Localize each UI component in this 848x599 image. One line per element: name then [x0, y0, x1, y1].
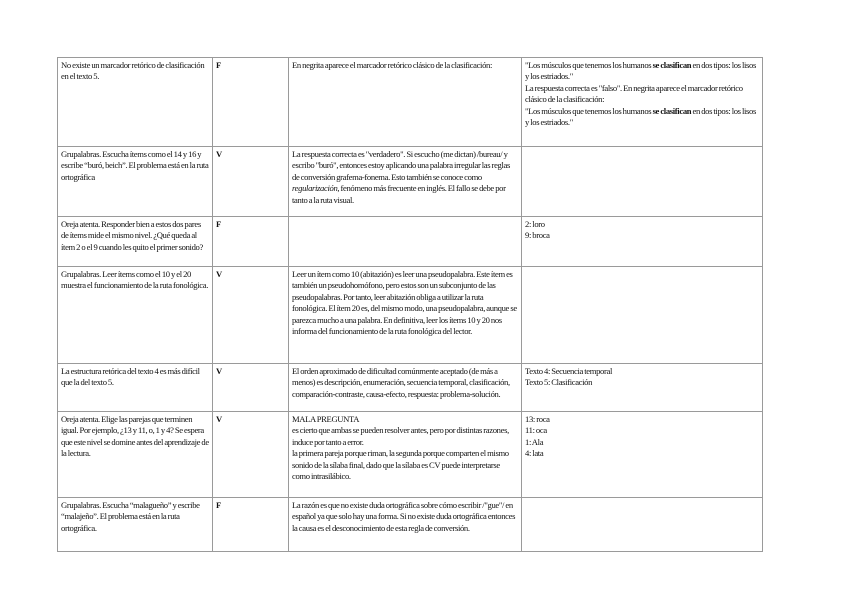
- notes-line: La respuesta correcta es "falso". En negrita aparece el marcador retórico clásico de la clasificación:: [525, 82, 743, 105]
- statement-cell: Oreja atenta. Elige las parejas que terminen igual. Por ejemplo, ¿13 y 11, o, 1 y 4? Se espera que este nivel se domine antes del aprendizaje de la lectura.: [58, 412, 213, 498]
- answer-cell: F: [213, 58, 289, 147]
- explanation-cell: [289, 217, 522, 267]
- statement-cell: La estructura retórica del texto 4 es más difícil que la del texto 5.: [58, 364, 213, 412]
- table-row: [58, 267, 763, 364]
- notes-quote: "Los músculos que tenemos los humanos se clasifican en dos tipos: los lisos y los estriados.": [525, 105, 756, 128]
- answer-cell: V: [213, 147, 289, 217]
- table-row: [58, 147, 763, 217]
- notes-cell: [522, 412, 763, 498]
- explanation-cell: La razón es que no existe duda ortográfica sobre cómo escribir /"gue"/ en español ya que solo hay una forma. Si no existe duda ortográfica entonces la causa es el desconocimiento de esta regla de conversión.: [289, 498, 522, 552]
- notes-line: 13: roca: [525, 414, 550, 424]
- table-row: [58, 498, 763, 552]
- statement-cell: Grupalabras. Escucha “malagueño” y escribe “malajeño”. El problema está en la ruta ortográfica.: [58, 498, 213, 552]
- notes-line: 9: broca: [525, 230, 550, 241]
- explanation-cell: La respuesta correcta es "verdadero". Si escucho (me dictan) /bureau/ y escribo "buró", entonces estoy aplicando una palabra irregular las reglas de conversión grafema-fonema. Esto también se conoce como regularización, fenómeno más frecuente en inglés. El fallo se debe por tanto a la ruta visual.: [289, 147, 522, 217]
- table-row: [58, 217, 763, 267]
- notes-cell: [522, 498, 763, 552]
- answer-cell: F: [213, 217, 289, 267]
- answer-cell: V: [213, 267, 289, 364]
- statement-cell: Grupalabras. Leer ítems como el 10 y el 20 muestra el funcionamiento de la ruta fonológica.: [58, 267, 213, 364]
- table-row: [58, 364, 763, 412]
- notes-line: Texto 4: Secuencia temporal: [525, 366, 613, 376]
- notes-cell: [522, 267, 763, 364]
- answer-cell: F: [213, 498, 289, 552]
- explanation-line: En negrita aparece el marcador retórico clásico de la clasificación:: [292, 60, 493, 70]
- notes-line: 4: lata: [525, 448, 544, 459]
- explanation-line: es cierto que ambas se pueden resolver antes, pero por distintas razones, induce por tanto a error.: [292, 425, 509, 447]
- notes-line: 1: Ala: [525, 436, 544, 447]
- answer-cell: V: [213, 412, 289, 498]
- notes-cell: [522, 217, 763, 267]
- table-row: [58, 412, 763, 498]
- notes-cell: [522, 364, 763, 412]
- answers-table: [57, 57, 763, 552]
- table-row: [58, 58, 763, 147]
- notes-line: Texto 5: Clasificación: [525, 377, 593, 388]
- explanation-cell: El orden aproximado de dificultad comúnmente aceptado (de más a menos) es descripción, enumeración, secuencia temporal, clasificación, comparación-contraste, causa-efecto, respuesta: problema-solución.: [289, 364, 522, 412]
- notes-line: 2: loro: [525, 219, 545, 229]
- notes-line: 11: oca: [525, 425, 547, 436]
- statement-cell: Grupalabras. Escucha ítems como el 14 y 16 y escribe “buró, beich”. El problema está en la ruta ortográfica: [58, 147, 213, 217]
- explanation-cell: [289, 58, 522, 147]
- explanation-line: la primera pareja porque riman, la segunda porque comparten el mismo sonido de la sílaba final, dado que la sílaba es CV puede interpretarse como intrasilábico.: [292, 448, 509, 482]
- statement-cell: No existe un marcador retórico de clasificación en el texto 5.: [58, 58, 213, 147]
- explanation-cell: [289, 412, 522, 498]
- explanation-cell: Leer un ítem como 10 (abitazión) es leer una pseudopalabra. Este ítem es también un pseudohomófono, pero estos son un subconjunto de las pseudopalabras. Por tanto, leer abitazión obliga a utilizar la ruta fonológica. El ítem 20 es, del mismo modo, una pseudopalabra, aunque se parezca mucho a una palabra. En definitiva, leer los ítems 10 y 20 nos informa del funcionamiento de la ruta fonológica del lector.: [289, 267, 522, 364]
- notes-cell: [522, 58, 763, 147]
- answer-cell: V: [213, 364, 289, 412]
- notes-cell: [522, 147, 763, 217]
- statement-cell: Oreja atenta. Responder bien a estos dos pares de ítems mide el mismo nivel. ¿Qué queda al ítem 2 o el 9 cuando les quito el primer sonido?: [58, 217, 213, 267]
- notes-quote: "Los músculos que tenemos los humanos se clasifican en dos tipos: los lisos y los estriados.": [525, 60, 756, 82]
- explanation-heading: MALA PREGUNTA: [292, 414, 360, 424]
